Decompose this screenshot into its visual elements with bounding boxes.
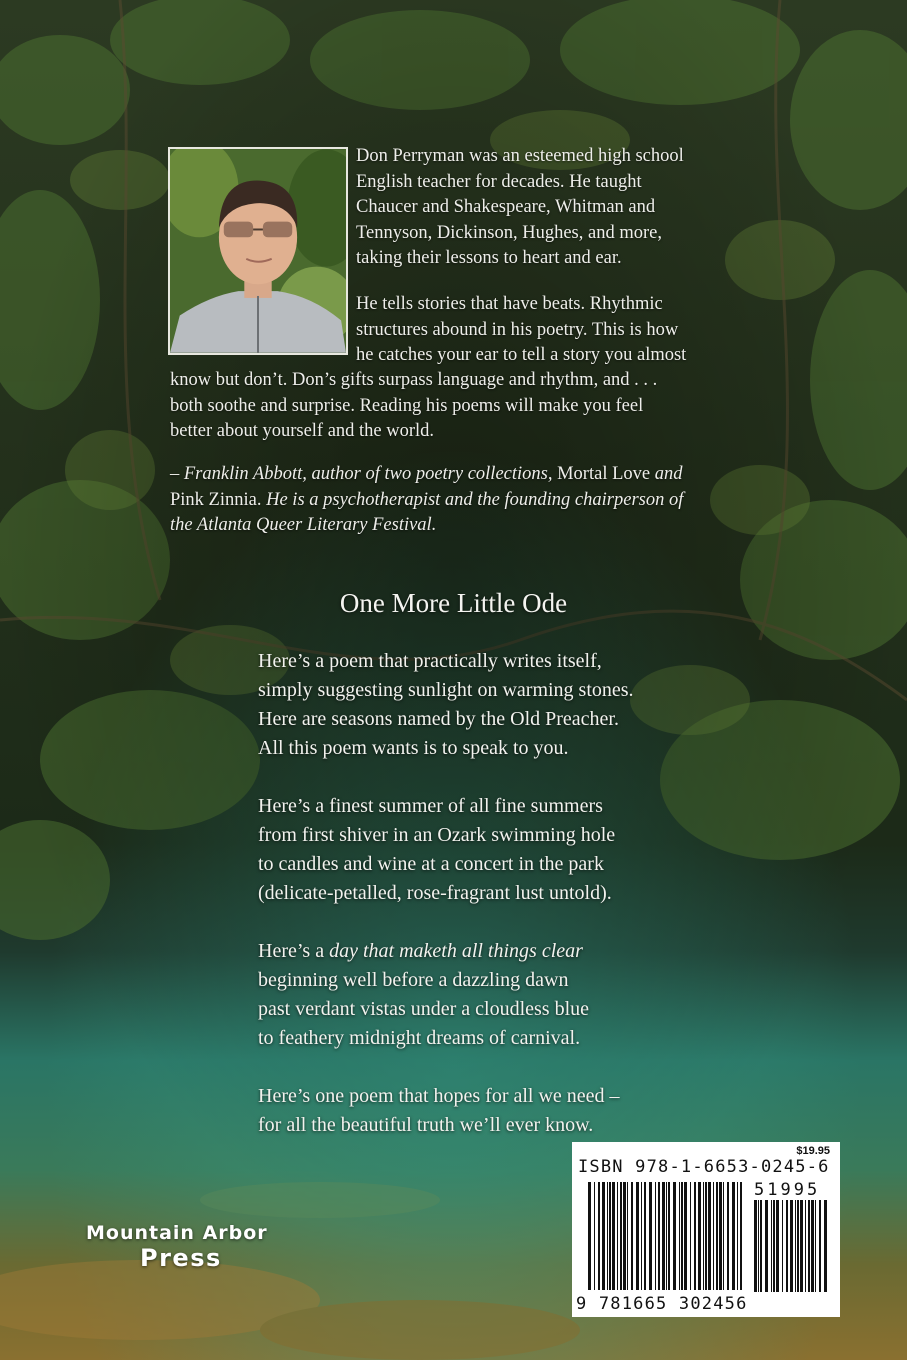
barcode-bar <box>790 1200 793 1292</box>
review-attribution <box>170 462 770 539</box>
barcode-bar <box>602 1182 605 1290</box>
barcode-bar <box>797 1200 799 1292</box>
barcode-bar <box>609 1182 611 1290</box>
ean-barcode-bars <box>588 1182 748 1294</box>
barcode-bar <box>623 1182 626 1290</box>
barcode-bar <box>588 1182 591 1290</box>
barcode-bar <box>641 1182 642 1290</box>
barcode-bar <box>765 1200 768 1292</box>
barcode-bar <box>658 1182 660 1290</box>
book-title-mortal-love: Mortal Love <box>557 464 651 484</box>
poem-title: One More Little Ode <box>339 588 568 618</box>
barcode-bar <box>754 1200 757 1292</box>
barcode-bar <box>694 1182 696 1290</box>
poem-line: All this poem wants is to speak to you. <box>258 737 569 759</box>
poem-stanza-1 <box>258 647 738 763</box>
barcode-bar <box>716 1182 718 1290</box>
barcode-bar <box>805 1200 806 1292</box>
publisher-name-line-2: Press <box>140 1244 222 1272</box>
barcode-bar <box>631 1182 633 1290</box>
barcode-bar <box>679 1182 680 1290</box>
barcode-bar <box>819 1200 821 1292</box>
poem-line: (delicate-petalled, rose-fragrant lust untold). <box>258 882 612 904</box>
barcode-bar <box>673 1182 676 1290</box>
addon-barcode-bars <box>754 1200 832 1294</box>
barcode-bar <box>782 1200 783 1292</box>
barcode-bar <box>703 1182 704 1290</box>
bio-paragraph-1 <box>356 144 746 272</box>
barcode-bar <box>786 1200 788 1292</box>
bio-line: both soothe and surprise. Reading his poems will make you feel <box>170 395 644 416</box>
barcode-bar <box>649 1182 652 1290</box>
barcode-bar <box>627 1182 628 1290</box>
barcode-bar <box>612 1182 615 1290</box>
barcode-bar <box>662 1182 665 1290</box>
price-label: $19.95 <box>796 1145 830 1157</box>
poem-line: Here’s a poem that practically writes itself, <box>258 650 602 672</box>
barcode-bar <box>776 1200 779 1292</box>
barcode-bar <box>666 1182 667 1290</box>
barcode-bar <box>708 1182 711 1290</box>
barcode-bar <box>617 1182 618 1290</box>
barcode-bar <box>681 1182 683 1290</box>
poem-line: Here’s a finest summer of all fine summers <box>258 795 603 817</box>
poem-line: beginning well before a dazzling dawn <box>258 969 569 991</box>
barcode-bar <box>723 1182 724 1290</box>
barcode-bar <box>690 1182 691 1290</box>
bio-line: better about yourself and the world. <box>170 421 435 441</box>
barcode-bar <box>760 1200 762 1292</box>
barcode-bar <box>811 1200 814 1292</box>
barcode-bar <box>607 1182 608 1290</box>
attribution-and: and <box>650 464 683 484</box>
bio-line: he catches your ear to tell a story you almost <box>356 345 687 365</box>
bio-paragraph-2 <box>356 292 746 369</box>
barcode-bar <box>713 1182 714 1290</box>
poem-line-plain: Here’s a <box>258 940 330 962</box>
barcode-bar <box>620 1182 622 1290</box>
price-addon-digits: 51995 <box>754 1180 821 1200</box>
barcode-bar <box>773 1200 775 1292</box>
author-photo <box>168 147 348 355</box>
bio-line: Chaucer and Shakespeare, Whitman and <box>356 197 656 217</box>
poem-line-italic: day that maketh all things clear <box>329 940 583 962</box>
barcode-bar <box>705 1182 707 1290</box>
bio-line: Tennyson, Dickinson, Hughes, and more, <box>356 222 662 243</box>
poem-body <box>258 647 738 1169</box>
book-title-pink-zinnia: Pink Zinnia. <box>170 489 262 510</box>
barcode-bar <box>740 1182 742 1290</box>
poem-line: simply suggesting sunlight on warming stones. <box>258 679 634 701</box>
barcode-bar <box>655 1182 656 1290</box>
barcode-bar <box>824 1200 827 1292</box>
bio-line: know but don’t. Don’s gifts surpass language and rhythm, and . . . <box>170 370 658 390</box>
author-portrait-illustration <box>170 149 346 353</box>
barcode-bar <box>668 1182 670 1290</box>
poem-stanza-4 <box>258 1082 738 1140</box>
barcode-bar <box>732 1182 735 1290</box>
poem-line: Here’s one poem that hopes for all we need – <box>258 1085 620 1107</box>
bio-line: Don Perryman was an esteemed high school <box>356 146 684 166</box>
poem-line: Here are seasons named by the Old Preacher. <box>258 708 619 730</box>
bio-line: English teacher for decades. He taught <box>356 171 642 192</box>
bio-line: taking their lessons to heart and ear. <box>356 248 622 268</box>
ean-digits: 9 781665 302456 <box>576 1294 748 1314</box>
barcode-bar <box>808 1200 810 1292</box>
barcode-bar <box>795 1200 796 1292</box>
isbn-barcode <box>572 1142 840 1317</box>
barcode-bar <box>727 1182 729 1290</box>
poem-line: for all the beautiful truth we’ll ever know. <box>258 1114 594 1136</box>
poem-line: to candles and wine at a concert in the park <box>258 853 604 875</box>
barcode-bar <box>800 1200 803 1292</box>
bio-paragraph-2-continued <box>170 368 760 445</box>
publisher-name-line-1: Mountain Arbor <box>86 1222 268 1244</box>
poem-stanza-2 <box>258 792 738 908</box>
barcode-bar <box>737 1182 738 1290</box>
barcode-bar <box>815 1200 816 1292</box>
attribution-prefix: – Franklin Abbott, author of two poetry collections, <box>170 464 558 484</box>
bio-line: structures abound in his poetry. This is how <box>356 319 679 340</box>
attribution-suffix: He is a psychotherapist and the founding chairperson of <box>261 489 684 510</box>
barcode-bar <box>644 1182 646 1290</box>
bio-line: He tells stories that have beats. Rhythmic <box>356 294 663 314</box>
barcode-bar <box>698 1182 701 1290</box>
poem-line: past verdant vistas under a cloudless blue <box>258 998 590 1020</box>
barcode-bar <box>758 1200 759 1292</box>
barcode-bar <box>594 1182 595 1290</box>
barcode-bar <box>719 1182 722 1290</box>
barcode-bar <box>771 1200 772 1292</box>
publisher-logo <box>86 1222 268 1272</box>
poem-stanza-3 <box>258 937 738 1053</box>
barcode-bar <box>684 1182 687 1290</box>
barcode-bar <box>636 1182 639 1290</box>
poem-line: to feathery midnight dreams of carnival. <box>258 1027 581 1049</box>
attribution-line-3: the Atlanta Queer Literary Festival. <box>170 515 437 535</box>
poem-line: from first shiver in an Ozark swimming hole <box>258 824 616 846</box>
poem-line <box>258 937 738 966</box>
isbn-text: ISBN 978-1-6653-0245-6 <box>578 1157 830 1177</box>
barcode-bar <box>598 1182 600 1290</box>
